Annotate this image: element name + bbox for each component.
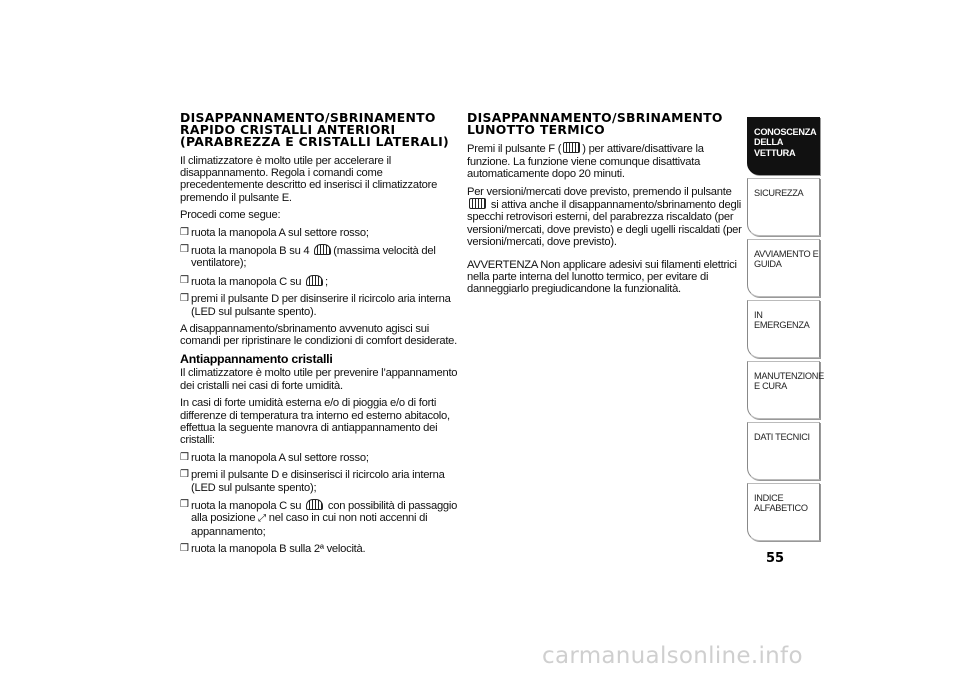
left-column bbox=[180, 112, 466, 561]
section-heading-rear-window: DISAPPANNAMENTO/SBRINAMENTO LUNOTTO TERMICO bbox=[467, 110, 723, 138]
list-item-text: ruota la manopola B sulla 2ª velocità. bbox=[191, 543, 366, 556]
tab-indice-alfabetico[interactable]: INDICE ALFABETICO bbox=[747, 483, 820, 541]
windscreen-defrost-icon bbox=[306, 275, 323, 286]
list-item bbox=[180, 227, 466, 239]
right-column bbox=[467, 112, 745, 301]
paragraph: A disappannamento/sbrinamento avvenuto agisci sui comandi per ripristinare le condizioni di comfort desiderate. bbox=[180, 323, 458, 348]
checkbox-bullet-icon: ❒ bbox=[180, 451, 189, 463]
list-item-text: nel caso in cui non noti accenni di appannamento; bbox=[191, 512, 428, 538]
tab-sicurezza[interactable]: SICUREZZA bbox=[747, 178, 820, 236]
warning-paragraph: AVVERTENZA Non applicare adesivi sui filamenti elettrici nella parte interna del lunotto termico, per evitare di danneggiarlo pregiudicandone la funzionalità. bbox=[467, 258, 737, 296]
watermark: carmanualsonline.info bbox=[542, 643, 803, 669]
rear-window-heater-icon bbox=[469, 198, 486, 209]
list-item bbox=[180, 293, 466, 318]
paragraph bbox=[467, 186, 745, 249]
paragraph-text: ) per attivare/disattivare la funzione. La funzione viene comunque disattivata automaticamente dopo 20 minuti. bbox=[467, 143, 704, 181]
list-item-text: ; bbox=[325, 275, 328, 288]
list-item-text: ruota la manopola C su bbox=[191, 499, 302, 512]
paragraph-text: Per versioni/mercati dove previsto, premendo il pulsante bbox=[467, 185, 732, 198]
section-heading-rapid-defrost: DISAPPANNAMENTO/SBRINAMENTO RAPIDO CRISTALLI ANTERIORI (PARABREZZA E CRISTALLI LATERALI) bbox=[180, 110, 450, 150]
checkbox-bullet-icon: ❒ bbox=[180, 543, 189, 555]
checkbox-bullet-icon: ❒ bbox=[180, 244, 189, 256]
windscreen-defrost-icon bbox=[306, 499, 323, 510]
air-flow-feet-windscreen-icon: ⤢ bbox=[258, 513, 266, 525]
list-item-text: premi il pulsante D e disinserisci il ricircolo aria interna (LED sul pulsante spento); bbox=[191, 469, 445, 494]
fan-speed-icon bbox=[314, 244, 331, 255]
list-item bbox=[180, 499, 466, 538]
chapter-tabs bbox=[747, 117, 824, 544]
list-item-text: ruota la manopola C su bbox=[191, 275, 302, 288]
tab-in-emergenza[interactable]: IN EMERGENZA bbox=[747, 300, 820, 358]
list-item bbox=[180, 452, 466, 464]
paragraph: Procedi come segue: bbox=[180, 209, 281, 222]
list-item-text: ruota la manopola A sul settore rosso; bbox=[191, 226, 369, 239]
checkbox-bullet-icon: ❒ bbox=[180, 498, 189, 510]
paragraph: Il climatizzatore è molto utile per accelerare il disappannamento. Regola i comandi come precedentemente descritto ed inserisci il climatizzatore premendo il pulsante E. bbox=[180, 154, 438, 204]
subheading-anti-fog: Antiappannamento cristalli bbox=[180, 351, 333, 366]
tab-dati-tecnici[interactable]: DATI TECNICI bbox=[747, 422, 820, 480]
tab-avviamento-e-guida[interactable]: AVVIAMENTO E GUIDA bbox=[747, 239, 820, 297]
list-item bbox=[180, 275, 466, 288]
paragraph: Il climatizzatore è molto utile per prevenire l’appannamento dei cristalli nei casi di forte umidità. bbox=[180, 367, 458, 392]
list-item-text: ruota la manopola A sul settore rosso; bbox=[191, 451, 369, 464]
checkbox-bullet-icon: ❒ bbox=[180, 293, 189, 305]
checkbox-bullet-icon: ❒ bbox=[180, 226, 189, 238]
paragraph-text: Premi il pulsante F ( bbox=[467, 143, 562, 156]
checkbox-bullet-icon: ❒ bbox=[180, 469, 189, 481]
list-item bbox=[180, 543, 466, 555]
paragraph-text: si attiva anche il disappannamento/sbrinamento degli specchi retrovisori esterni, del parabrezza riscaldato (per versioni/mercati, dove previsto) e degli ugelli riscaldati (per versioni/mercati, dove previsto). bbox=[467, 199, 742, 249]
list-item-text: premi il pulsante D per disinserire il ricircolo aria interna (LED sul pulsante spento). bbox=[191, 293, 451, 318]
tab-conoscenza-della-vettura[interactable]: CONOSCENZA DELLA VETTURA bbox=[747, 117, 820, 175]
paragraph: In casi di forte umidità esterna e/o di pioggia e/o di forti differenze di temperatura tra interno ed esterno abitacolo, effettua la seguente manovra di antiappannamento dei cristalli: bbox=[180, 397, 450, 447]
checkbox-bullet-icon: ❒ bbox=[180, 274, 189, 286]
list-item-text: (massima velocità del ventilatore); bbox=[191, 245, 436, 270]
rear-window-heater-icon bbox=[563, 142, 580, 153]
tab-manutenzione-e-cura[interactable]: MANUTENZIONE E CURA bbox=[747, 361, 820, 419]
paragraph bbox=[467, 142, 745, 180]
list-item-text: ruota la manopola B su 4 bbox=[191, 245, 310, 258]
list-item bbox=[180, 244, 466, 270]
list-item bbox=[180, 469, 466, 494]
list-item-text: con possibilità di passaggio alla posizione bbox=[191, 499, 458, 525]
page-number: 55 bbox=[766, 551, 785, 566]
